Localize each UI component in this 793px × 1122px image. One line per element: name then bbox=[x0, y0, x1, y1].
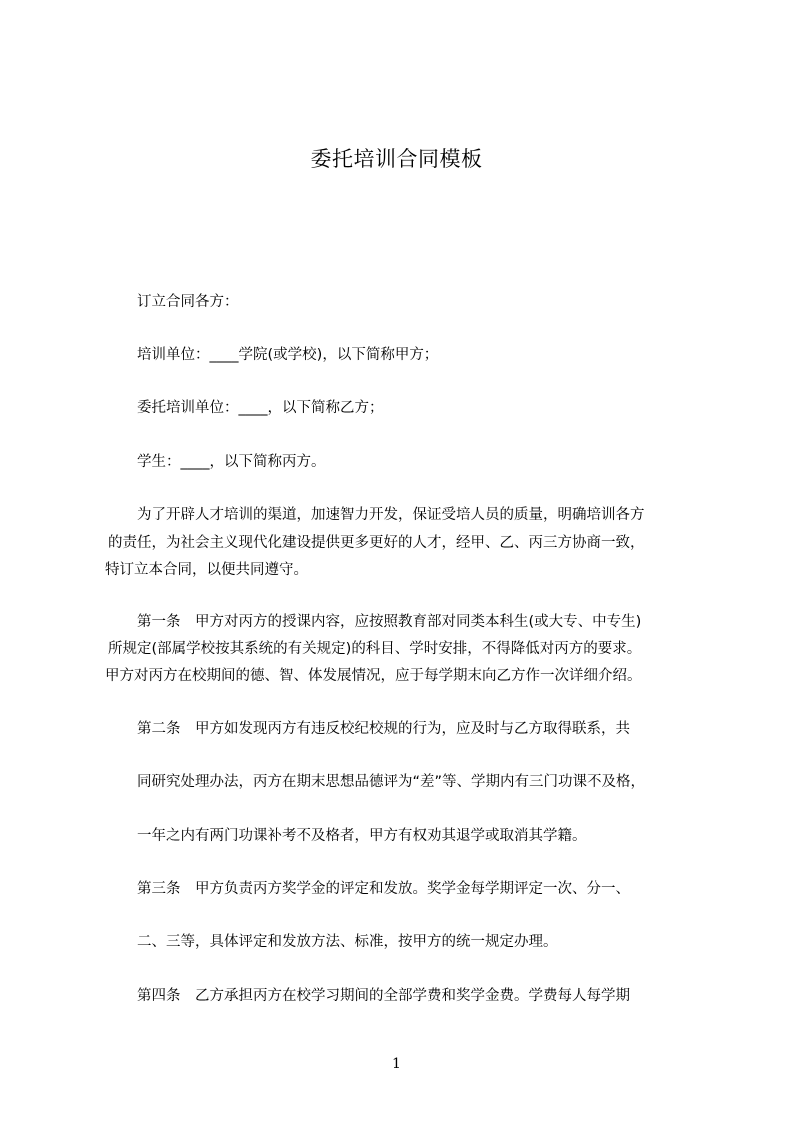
preamble-line-2: 的责任，为社会主义现代化建设提供更多更好的人才，经甲、乙、丙三方协商一致， bbox=[108, 535, 645, 551]
article-3-line-2: 二、三等，具体评定和发放方法、标准，按甲方的统一规定办理。 bbox=[137, 934, 558, 950]
party-a-line: 培训单位：____学院(或学校)，以下简称甲方； bbox=[137, 347, 439, 363]
article-4-line-1: 第四条 乙方承担丙方在校学习期间的全部学费和奖学金费。学费每人每学期 bbox=[137, 988, 630, 1004]
article-3-line-1: 第三条 甲方负责丙方奖学金的评定和发放。奖学金每学期评定一次、分一、 bbox=[137, 881, 630, 897]
page-number: 1 bbox=[392, 1056, 401, 1072]
preamble-line-3: 特订立本合同，以便共同遵守。 bbox=[105, 562, 308, 578]
article-1-line-2: 所规定(部属学校按其系统的有关规定)的科目、学时安排，不得降低对丙方的要求。 bbox=[108, 641, 642, 657]
parties-heading: 订立合同各方： bbox=[137, 294, 239, 310]
article-2-line-3: 一年之内有两门功课补考不及格者，甲方有权劝其退学或取消其学籍。 bbox=[137, 828, 587, 844]
party-b-line: 委托培训单位：____，以下简称乙方； bbox=[137, 400, 384, 416]
article-1-line-3: 甲方对丙方在校期间的德、智、体发展情况，应于每学期末向乙方作一次详细介绍。 bbox=[105, 668, 642, 684]
party-c-line: 学生：____，以下简称丙方。 bbox=[137, 454, 326, 470]
preamble-line-1: 为了开辟人才培训的渠道，加速智力开发，保证受培人员的质量，明确培训各方 bbox=[137, 507, 645, 523]
document-title: 委托培训合同模板 bbox=[310, 147, 483, 171]
article-2-line-2: 同研究处理办法，丙方在期末思想品德评为“差”等、学期内有三门功课不及格， bbox=[137, 774, 646, 790]
article-2-line-1: 第二条 甲方如发现丙方有违反校纪校规的行为，应及时与乙方取得联系，共 bbox=[137, 721, 630, 737]
article-1-line-1: 第一条 甲方对丙方的授课内容，应按照教育部对同类本科生(或大专、中专生) bbox=[137, 614, 642, 630]
